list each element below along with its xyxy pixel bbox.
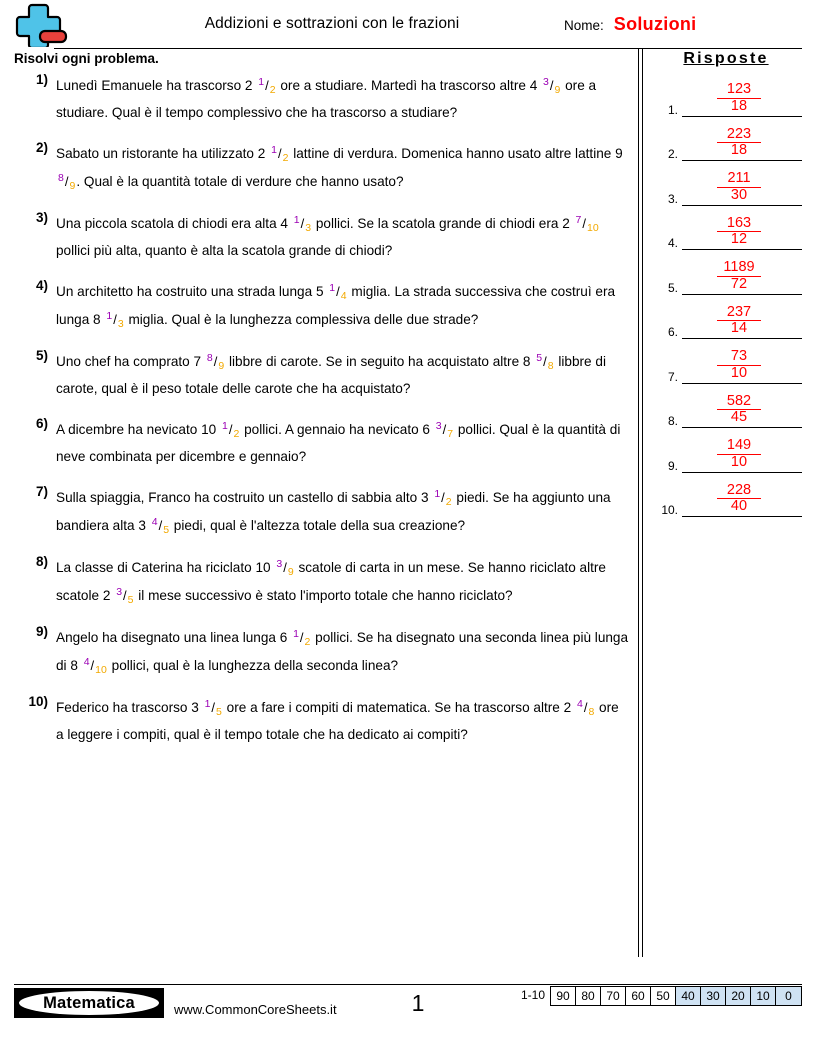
- fraction-slash: /: [543, 353, 547, 369]
- answer-index: 4.: [667, 236, 678, 250]
- subject-badge-label: Matematica: [19, 991, 159, 1015]
- problem-text-run: ore a studiare. Qual è il tempo complessivo che ha trascorso a studiare?: [56, 78, 597, 121]
- fraction-slash: /: [265, 78, 269, 93]
- fraction-slash: /: [336, 283, 340, 299]
- fraction-denominator: 8: [588, 705, 595, 718]
- answer-fraction: [682, 260, 796, 292]
- answer-row: [650, 295, 802, 340]
- fraction-denominator: 3: [305, 221, 312, 234]
- inline-fraction: [114, 586, 134, 607]
- fraction-numerator: 3: [276, 557, 283, 570]
- answer-numerator: 73: [717, 349, 761, 366]
- answer-blank[interactable]: [682, 160, 802, 206]
- answer-fraction: [682, 305, 796, 337]
- answer-fraction: [682, 483, 796, 515]
- fraction-numerator: 4: [576, 697, 583, 710]
- answer-fraction: [682, 438, 796, 470]
- problem-text-run: pollici. Se ha disegnato una seconda linea più lunga di 8: [56, 629, 629, 674]
- inline-fraction: [327, 281, 347, 302]
- problem-number: 6): [35, 415, 48, 431]
- answer-denominator: 72: [730, 275, 748, 292]
- answer-row: [650, 339, 802, 384]
- fraction-slash: /: [582, 215, 587, 231]
- fraction-denominator: 2: [282, 151, 289, 164]
- problem-item: [14, 624, 634, 681]
- problem-text: [56, 554, 630, 611]
- answer-row: [650, 117, 802, 162]
- problem-number: 5): [35, 347, 48, 363]
- problems-list: [14, 72, 634, 749]
- answer-numerator: 163: [717, 216, 761, 233]
- problem-text-run: lattine di verdura. Domenica hanno usato altre lattine 9: [289, 145, 623, 161]
- fraction-slash: /: [441, 489, 445, 505]
- inline-fraction: [541, 76, 561, 96]
- problem-text-run: pollici più alta, quanto è alta la scatola grande di chiodi?: [56, 243, 393, 259]
- answer-row: [650, 161, 802, 206]
- worksheet-header: [14, 0, 802, 48]
- fraction-numerator: 4: [83, 656, 90, 669]
- answer-numerator: 228: [717, 483, 761, 500]
- fraction-numerator: 1: [204, 697, 211, 710]
- fraction-denominator: 9: [69, 180, 76, 193]
- problem-item: [14, 210, 634, 265]
- answer-denominator: 40: [730, 498, 748, 515]
- score-box: 90: [551, 987, 576, 1005]
- problem-text-run: pollici. Qual è la quantità di neve combinata per dicembre e gennaio?: [56, 421, 621, 465]
- fraction-numerator: 4: [151, 516, 158, 529]
- answer-row: [650, 428, 802, 473]
- inline-fraction: [534, 351, 554, 372]
- problem-text-run: A dicembre ha nevicato 10: [56, 421, 220, 437]
- inline-fraction: [256, 76, 276, 96]
- problem-text-run: Federico ha trascorso 3: [56, 699, 203, 715]
- answer-numerator: 149: [717, 438, 761, 455]
- plus-minus-icon: [14, 1, 70, 47]
- fraction-numerator: 5: [536, 351, 543, 364]
- problem-text-run: miglia. La strada successiva che costruì era lunga 8: [56, 283, 616, 328]
- score-box: 30: [701, 987, 726, 1005]
- answers-title: Risposte: [683, 50, 769, 67]
- problem-text: [56, 694, 630, 749]
- fraction-slash: /: [213, 353, 218, 369]
- problem-text-run: Uno chef ha comprato 7: [56, 353, 205, 369]
- worksheet-body: [14, 49, 802, 961]
- score-scale-boxes: [550, 986, 802, 1006]
- score-box: 40: [676, 987, 701, 1005]
- fraction-numerator: 8: [58, 172, 64, 185]
- fraction-denominator: 4: [340, 289, 347, 302]
- fraction-numerator: 8: [206, 351, 213, 364]
- website-link[interactable]: www.CommonCoreSheets.it: [174, 1002, 337, 1017]
- problem-text: [56, 210, 630, 265]
- inline-fraction: [150, 516, 170, 537]
- problem-text-run: Sulla spiaggia, Franco ha costruito un castello di sabbia alto 3: [56, 489, 433, 505]
- problem-item: [14, 348, 634, 403]
- problem-text-run: libbre di carote, qual è il peso totale delle carote che ha acquistato?: [56, 353, 606, 397]
- page-title: Addizioni e sottrazioni con le frazioni: [204, 15, 460, 32]
- score-box: 70: [601, 987, 626, 1005]
- inline-fraction: [574, 213, 600, 234]
- score-box: 50: [651, 987, 676, 1005]
- fraction-denominator: 2: [269, 84, 276, 96]
- score-box: 0: [776, 987, 801, 1005]
- name-block: [564, 14, 802, 35]
- problem-number: 4): [35, 277, 48, 293]
- answer-denominator: 45: [730, 409, 748, 426]
- score-box: 80: [576, 987, 601, 1005]
- inline-fraction: [269, 143, 289, 164]
- answer-fraction: [682, 127, 796, 159]
- fraction-denominator: 9: [287, 565, 294, 578]
- inline-fraction: [432, 487, 452, 508]
- fraction-slash: /: [158, 518, 163, 534]
- fraction-numerator: 1: [293, 627, 299, 640]
- inline-fraction: [203, 697, 223, 718]
- fraction-denominator: 7: [447, 427, 454, 440]
- fraction-numerator: 1: [271, 143, 277, 156]
- answer-row: [650, 206, 802, 251]
- name-value: Soluzioni: [613, 13, 697, 34]
- worksheet-footer: [14, 984, 802, 1042]
- answer-index: 6.: [667, 325, 678, 339]
- fraction-slash: /: [442, 421, 447, 437]
- answer-fraction: [682, 349, 796, 381]
- answer-index: 9.: [667, 458, 678, 473]
- problem-text-run: Un architetto ha costruito una strada lunga 5: [56, 283, 328, 299]
- answer-denominator: 30: [730, 186, 748, 203]
- answer-blank[interactable]: [682, 71, 802, 117]
- inline-fraction: [434, 419, 454, 440]
- problem-text: [56, 72, 630, 127]
- answer-fraction: [682, 394, 796, 426]
- problem-item: [14, 554, 634, 611]
- problem-item: [14, 278, 634, 335]
- inline-fraction: [220, 419, 240, 440]
- answer-numerator: 223: [717, 127, 761, 144]
- answer-blank[interactable]: [682, 205, 802, 251]
- answer-fraction: [682, 171, 796, 203]
- fraction-numerator: 1: [221, 419, 228, 432]
- problem-text: [56, 624, 630, 681]
- fraction-numerator: 1: [258, 76, 265, 88]
- fraction-numerator: 3: [543, 76, 549, 88]
- fraction-slash: /: [113, 312, 117, 328]
- answer-index: 2.: [667, 147, 678, 161]
- inline-fraction: [104, 310, 124, 331]
- score-box: 20: [726, 987, 751, 1005]
- answer-index: 8.: [667, 414, 678, 428]
- problem-number: 10): [28, 693, 48, 709]
- fraction-slash: /: [123, 588, 127, 604]
- problem-number: 9): [35, 623, 48, 639]
- answer-numerator: 237: [717, 305, 761, 322]
- fraction-slash: /: [299, 629, 304, 645]
- inline-fraction: [291, 627, 311, 648]
- fraction-slash: /: [277, 145, 282, 161]
- answer-denominator: 14: [730, 320, 748, 337]
- answers-list: [650, 72, 802, 517]
- answer-denominator: 18: [730, 97, 748, 114]
- fraction-denominator: 10: [95, 664, 107, 677]
- inline-fraction: [575, 697, 595, 718]
- fraction-denominator: 9: [554, 84, 561, 96]
- fraction-denominator: 2: [304, 635, 311, 648]
- problem-item: [14, 72, 634, 127]
- problem-number: 2): [35, 139, 48, 155]
- answer-row: [650, 473, 802, 518]
- problem-text-run: Lunedì Emanuele ha trascorso 2: [56, 78, 257, 93]
- answer-index: 1.: [667, 102, 678, 117]
- problem-number: 8): [35, 553, 48, 569]
- fraction-denominator: 8: [547, 359, 554, 372]
- fraction-numerator: 3: [116, 586, 123, 599]
- fraction-numerator: 1: [106, 310, 113, 323]
- problem-item: [14, 140, 634, 197]
- answer-numerator: 211: [717, 171, 761, 188]
- inline-fraction: [56, 172, 76, 193]
- problem-number: 3): [35, 209, 48, 225]
- problem-text-run: Una piccola scatola di chiodi era alta 4: [56, 215, 292, 231]
- fraction-slash: /: [90, 658, 95, 674]
- problem-text: [56, 278, 630, 335]
- problem-item: [14, 694, 634, 749]
- problem-number: 1): [35, 72, 48, 87]
- fraction-denominator: 5: [163, 524, 170, 537]
- fraction-numerator: 1: [434, 487, 441, 500]
- problem-text-run: piedi, qual è l'altezza totale della sua creazione?: [170, 518, 466, 534]
- column-divider: [634, 49, 648, 961]
- fraction-denominator: 2: [445, 495, 452, 508]
- fraction-slash: /: [211, 699, 216, 715]
- problem-text-run: pollici. A gennaio ha nevicato 6: [240, 421, 434, 437]
- answer-fraction: [682, 82, 796, 114]
- fraction-slash: /: [228, 421, 233, 437]
- instructions: Risolvi ogni problema.: [14, 51, 159, 66]
- answer-index: 3.: [667, 191, 678, 206]
- answer-denominator: 10: [730, 453, 748, 470]
- problem-text-run: ore a leggere i compiti, qual è il tempo totale che ha dedicato ai compiti?: [56, 699, 619, 743]
- fraction-slash: /: [300, 215, 305, 231]
- fraction-denominator: 10: [587, 221, 599, 234]
- answer-row: [650, 384, 802, 429]
- inline-fraction: [292, 213, 312, 234]
- answer-denominator: 10: [730, 364, 748, 381]
- problem-text-run: piedi. Se ha aggiunto una bandiera alta 3: [56, 489, 611, 534]
- problem-text-run: La classe di Caterina ha riciclato 10: [56, 559, 275, 575]
- fraction-numerator: 1: [329, 281, 336, 294]
- answer-fraction: [682, 216, 796, 248]
- problem-text-run: Sabato un ristorante ha utilizzato 2: [56, 145, 270, 161]
- fraction-denominator: 5: [127, 594, 134, 607]
- answer-numerator: 582: [717, 394, 761, 411]
- problem-item: [14, 416, 634, 471]
- fraction-denominator: 9: [218, 359, 225, 372]
- page-number: 1: [411, 990, 425, 1016]
- name-label: Nome:: [564, 17, 604, 33]
- score-scale-label: 1-10: [520, 988, 545, 1002]
- answer-blank[interactable]: [682, 338, 802, 384]
- problem-text-run: il mese successivo è stato l'importo totale che hanno riciclato?: [134, 588, 513, 604]
- problem-text: [56, 140, 630, 197]
- fraction-numerator: 3: [435, 419, 442, 432]
- inline-fraction: [82, 656, 108, 677]
- fraction-denominator: 2: [233, 427, 240, 440]
- problem-text: [56, 484, 630, 541]
- problem-text: [56, 416, 630, 471]
- answer-blank[interactable]: [682, 249, 802, 295]
- score-scale: [521, 986, 802, 1006]
- fraction-denominator: 3: [117, 318, 124, 331]
- problem-text-run: scatole di carta in un mese. Se hanno riciclato altre scatole 2: [56, 559, 606, 604]
- problem-number: 7): [35, 483, 48, 499]
- answer-blank[interactable]: [682, 383, 802, 429]
- problem-text: [56, 348, 630, 403]
- answer-denominator: 12: [730, 231, 748, 248]
- answers-column: [648, 49, 802, 961]
- answer-denominator: 18: [730, 142, 748, 159]
- answer-blank[interactable]: [682, 294, 802, 340]
- problem-text-run: pollici. Se la scatola grande di chiodi era 2: [312, 215, 574, 231]
- fraction-denominator: 5: [216, 705, 222, 718]
- problem-text-run: pollici, qual è la lunghezza della seconda linea?: [107, 658, 399, 674]
- fraction-numerator: 1: [293, 213, 300, 226]
- problem-text-run: . Qual è la quantità totale di verdure che hanno usato?: [76, 174, 404, 190]
- fraction-slash: /: [549, 78, 554, 93]
- problem-text-run: libbre di carote. Se in seguito ha acquistato altre 8: [225, 353, 535, 369]
- problem-text-run: miglia. Qual è la lunghezza complessiva delle due strade?: [124, 312, 479, 328]
- score-box: 60: [626, 987, 651, 1005]
- fraction-slash: /: [583, 699, 588, 715]
- fraction-numerator: 7: [575, 213, 582, 226]
- answer-index: 10.: [661, 503, 678, 517]
- answer-blank[interactable]: [682, 116, 802, 162]
- answer-index: 7.: [667, 369, 678, 384]
- problem-item: [14, 484, 634, 541]
- fraction-slash: /: [283, 559, 287, 575]
- answer-index: 5.: [667, 280, 678, 295]
- inline-fraction: [205, 351, 225, 372]
- problems-column: [14, 49, 634, 961]
- answer-row: [650, 72, 802, 117]
- answer-blank[interactable]: [682, 472, 802, 518]
- score-box: 10: [751, 987, 776, 1005]
- problem-text-run: ore a fare i compiti di matematica. Se ha trascorso altre 2: [222, 699, 575, 715]
- answer-blank[interactable]: [682, 427, 802, 473]
- problem-text-run: ore a studiare. Martedì ha trascorso altre 4: [276, 78, 542, 93]
- answer-numerator: 123: [717, 82, 761, 99]
- answer-row: [650, 250, 802, 295]
- fraction-slash: /: [64, 174, 69, 190]
- answer-numerator: 1189: [717, 260, 761, 277]
- problem-text-run: Angelo ha disegnato una linea lunga 6: [56, 629, 292, 645]
- inline-fraction: [274, 557, 294, 578]
